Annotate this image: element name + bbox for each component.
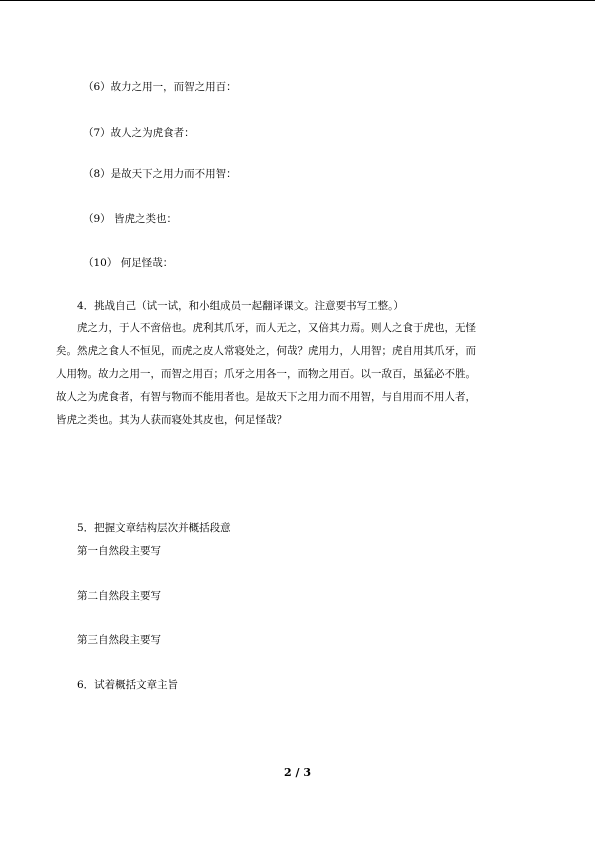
section-6-heading: 6．试着概括文章主旨: [77, 679, 179, 691]
question-8: （8）是故天下之用力而不用智：: [83, 168, 237, 180]
passage-line-3: 人用物。故力之用一，而智之用百；爪牙之用各一，而物之用百。以一敌百，虽猛必不胜。: [56, 368, 476, 380]
section-5-heading: 5．把握文章结构层次并概括段意: [77, 522, 231, 534]
header-rule: [0, 0, 595, 1]
passage-line-4: 故人之为虎食者，有智与物而不能用者也。是故天下之用力而不用智，与自用而不用人者，: [56, 391, 476, 403]
paragraph-3-summary-label: 第三自然段主要写: [77, 634, 161, 646]
paragraph-2-summary-label: 第二自然段主要写: [77, 590, 161, 602]
passage-line-1: 虎之力，于人不啻倍也。虎利其爪牙，而人无之，又倍其力焉。则人之食于虎也，无怪: [77, 322, 476, 334]
question-9: （9） 皆虎之类也：: [83, 213, 178, 225]
passage-line-5: 皆虎之类也。其为人获而寝处其皮也，何足怪哉？: [56, 414, 287, 426]
question-6: （6）故力之用一，而智之用百：: [83, 81, 237, 93]
page-number: 2 / 3: [284, 766, 311, 779]
question-10: （10） 何足怪哉：: [83, 257, 174, 269]
question-7: （7）故人之为虎食者：: [83, 127, 195, 139]
paragraph-1-summary-label: 第一自然段主要写: [77, 545, 161, 557]
passage-line-2: 矣。然虎之食人不恒见，而虎之皮人常寝处之，何哉？虎用力，人用智；虎自用其爪牙，而: [56, 345, 476, 357]
section-4-heading: 4．挑战自己（试一试，和小组成员一起翻译课文。注意要书写工整。）: [77, 300, 404, 312]
